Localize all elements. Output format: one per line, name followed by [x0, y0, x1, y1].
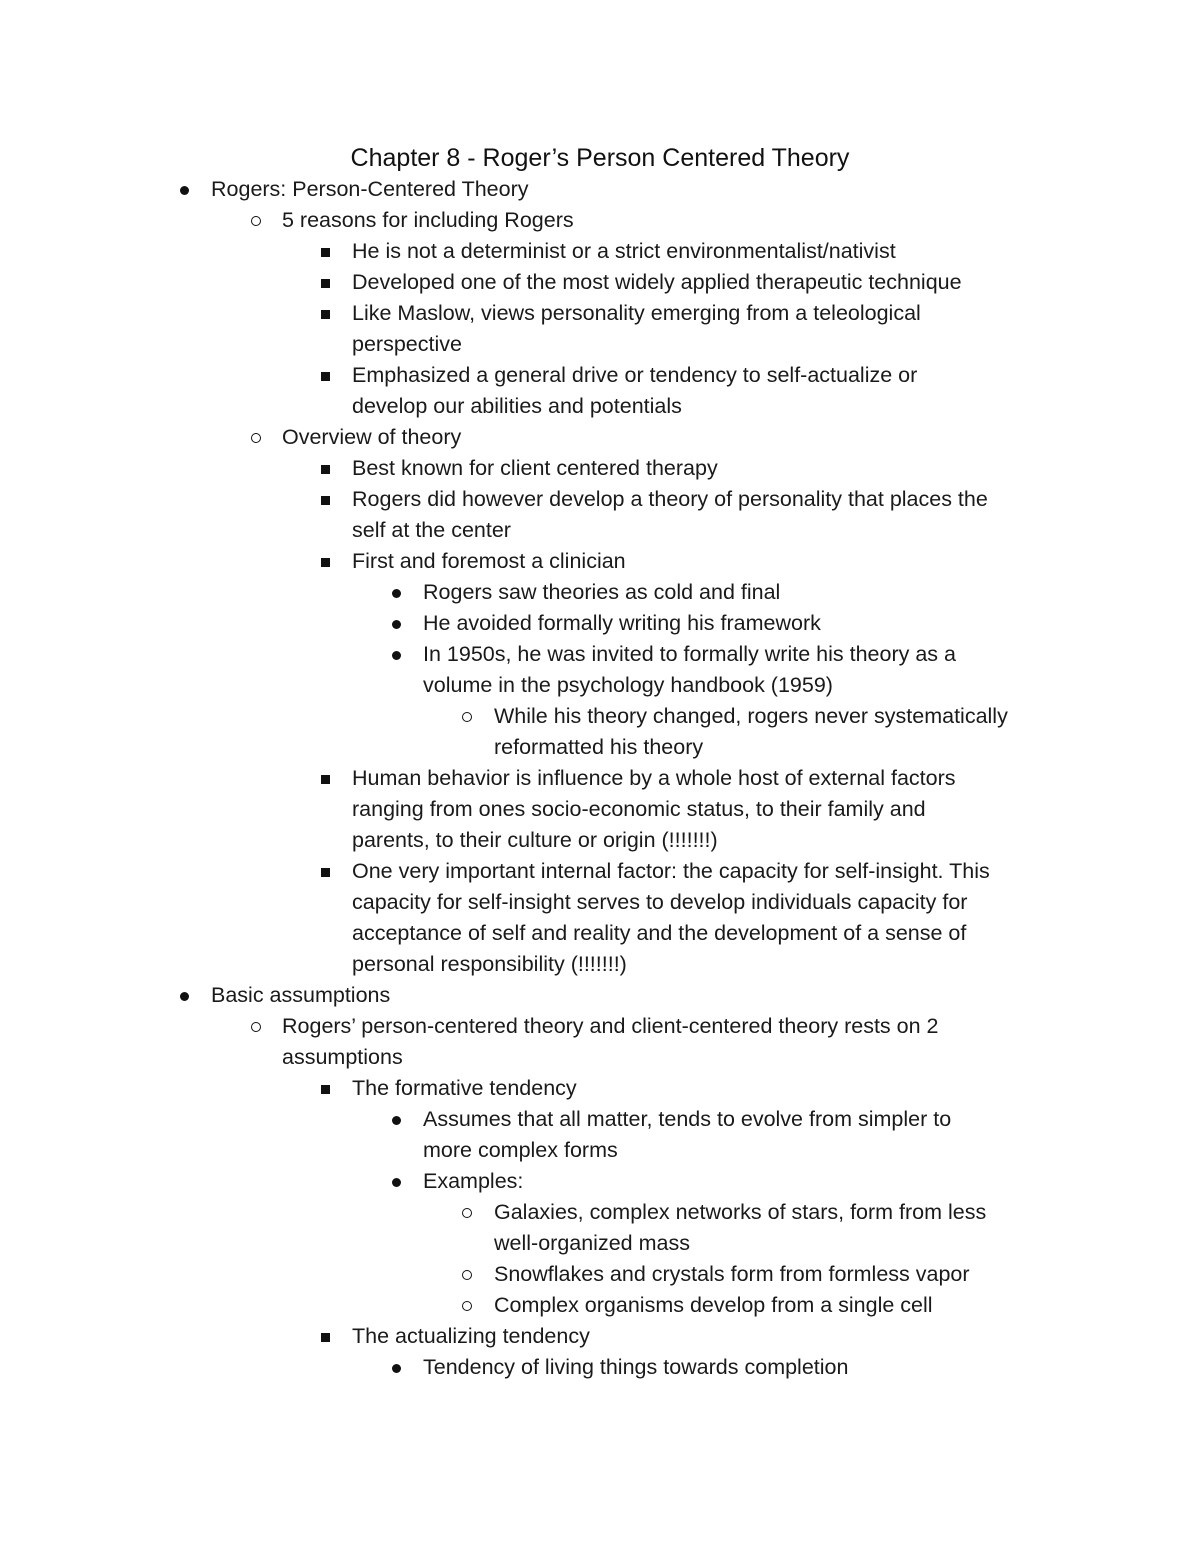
list-item: [0, 205, 1200, 236]
list-item-text: Like Maslow, views personality emerging from a teleological: [352, 301, 921, 325]
list-item: [0, 236, 1200, 267]
list-item-text: Basic assumptions: [211, 983, 391, 1007]
list-item-text: well-organized mass: [494, 1231, 690, 1255]
list-item-text: Snowflakes and crystals form from formless vapor: [494, 1262, 970, 1286]
list-item-text: Galaxies, complex networks of stars, form from less: [494, 1200, 987, 1224]
list-item-text: develop our abilities and potentials: [352, 394, 682, 418]
list-item-text: perspective: [352, 332, 462, 356]
list-item: [0, 453, 1200, 484]
circle-bullet-icon: [462, 712, 472, 722]
list-item: [0, 763, 1200, 794]
list-item-text: capacity for self-insight serves to develop individuals capacity for: [352, 890, 968, 914]
list-item-text: volume in the psychology handbook (1959): [423, 673, 833, 697]
list-item: [0, 298, 1200, 329]
list-item: [0, 1259, 1200, 1290]
list-item-text: ranging from ones socio-economic status, to their family and: [352, 797, 926, 821]
list-item-continuation: [0, 670, 1200, 701]
list-item-text: Developed one of the most widely applied therapeutic technique: [352, 270, 962, 294]
list-item: [0, 1011, 1200, 1042]
disc-bullet-icon: [180, 992, 189, 1001]
square-bullet-icon: [321, 310, 330, 319]
list-item-continuation: [0, 1042, 1200, 1073]
square-bullet-icon: [321, 1333, 330, 1342]
list-item: [0, 360, 1200, 391]
list-item-text: Human behavior is influence by a whole host of external factors: [352, 766, 956, 790]
outline-list: [0, 174, 1200, 1383]
list-item-text: Rogers: Person-Centered Theory: [211, 177, 529, 201]
list-item-continuation: [0, 391, 1200, 422]
list-item-text: While his theory changed, rogers never systematically: [494, 704, 1008, 728]
square-bullet-icon: [321, 496, 330, 505]
disc-bullet-icon: [392, 651, 401, 660]
circle-bullet-icon: [251, 216, 261, 226]
list-item-continuation: [0, 794, 1200, 825]
list-item-text: Rogers did however develop a theory of personality that places the: [352, 487, 988, 511]
list-item-continuation: [0, 887, 1200, 918]
square-bullet-icon: [321, 1085, 330, 1094]
list-item: [0, 174, 1200, 205]
list-item: [0, 1321, 1200, 1352]
list-item: [0, 577, 1200, 608]
list-item-text: Overview of theory: [282, 425, 462, 449]
disc-bullet-icon: [392, 1116, 401, 1125]
list-item-text: The formative tendency: [352, 1076, 577, 1100]
list-item: [0, 1104, 1200, 1135]
list-item-text: Assumes that all matter, tends to evolve from simpler to: [423, 1107, 952, 1131]
disc-bullet-icon: [392, 1178, 401, 1187]
disc-bullet-icon: [392, 589, 401, 598]
list-item-text: reformatted his theory: [494, 735, 704, 759]
list-item-continuation: [0, 1135, 1200, 1166]
list-item: [0, 422, 1200, 453]
list-item-text: parents, to their culture or origin (!!!!!!!): [352, 828, 718, 852]
circle-bullet-icon: [251, 1022, 261, 1032]
square-bullet-icon: [321, 248, 330, 257]
list-item-text: Rogers’ person-centered theory and client-centered theory rests on 2: [282, 1014, 939, 1038]
list-item-text: Emphasized a general drive or tendency to self-actualize or: [352, 363, 918, 387]
list-item: [0, 267, 1200, 298]
list-item-text: First and foremost a clinician: [352, 549, 626, 573]
list-item-continuation: [0, 949, 1200, 980]
list-item-text: The actualizing tendency: [352, 1324, 590, 1348]
list-item-continuation: [0, 918, 1200, 949]
list-item: [0, 1197, 1200, 1228]
list-item-text: He avoided formally writing his framework: [423, 611, 821, 635]
square-bullet-icon: [321, 868, 330, 877]
list-item: [0, 546, 1200, 577]
square-bullet-icon: [321, 558, 330, 567]
disc-bullet-icon: [180, 186, 189, 195]
list-item-text: more complex forms: [423, 1138, 618, 1162]
list-item-continuation: [0, 732, 1200, 763]
disc-bullet-icon: [392, 1364, 401, 1373]
square-bullet-icon: [321, 279, 330, 288]
list-item-text: Best known for client centered therapy: [352, 456, 718, 480]
list-item: [0, 980, 1200, 1011]
list-item-continuation: [0, 515, 1200, 546]
list-item: [0, 856, 1200, 887]
list-item-continuation: [0, 825, 1200, 856]
list-item-text: 5 reasons for including Rogers: [282, 208, 574, 232]
list-item: [0, 1073, 1200, 1104]
circle-bullet-icon: [462, 1301, 472, 1311]
list-item-text: He is not a determinist or a strict environmentalist/nativist: [352, 239, 896, 263]
circle-bullet-icon: [462, 1208, 472, 1218]
list-item-text: Rogers saw theories as cold and final: [423, 580, 781, 604]
page-title: Chapter 8 - Roger’s Person Centered Theory: [350, 144, 850, 172]
list-item: [0, 639, 1200, 670]
list-item-text: Tendency of living things towards completion: [423, 1355, 849, 1379]
list-item-text: assumptions: [282, 1045, 403, 1069]
disc-bullet-icon: [392, 620, 401, 629]
list-item: [0, 701, 1200, 732]
square-bullet-icon: [321, 775, 330, 784]
list-item-text: self at the center: [352, 518, 511, 542]
list-item-text: In 1950s, he was invited to formally write his theory as a: [423, 642, 956, 666]
circle-bullet-icon: [462, 1270, 472, 1280]
list-item-continuation: [0, 329, 1200, 360]
list-item: [0, 1166, 1200, 1197]
list-item-text: Examples:: [423, 1169, 524, 1193]
list-item-text: One very important internal factor: the capacity for self-insight. This: [352, 859, 990, 883]
square-bullet-icon: [321, 465, 330, 474]
list-item-continuation: [0, 1228, 1200, 1259]
list-item: [0, 1352, 1200, 1383]
square-bullet-icon: [321, 372, 330, 381]
circle-bullet-icon: [251, 433, 261, 443]
list-item: [0, 1290, 1200, 1321]
list-item-text: personal responsibility (!!!!!!!): [352, 952, 627, 976]
list-item-text: Complex organisms develop from a single cell: [494, 1293, 933, 1317]
list-item-text: acceptance of self and reality and the development of a sense of: [352, 921, 967, 945]
list-item: [0, 608, 1200, 639]
list-item: [0, 484, 1200, 515]
